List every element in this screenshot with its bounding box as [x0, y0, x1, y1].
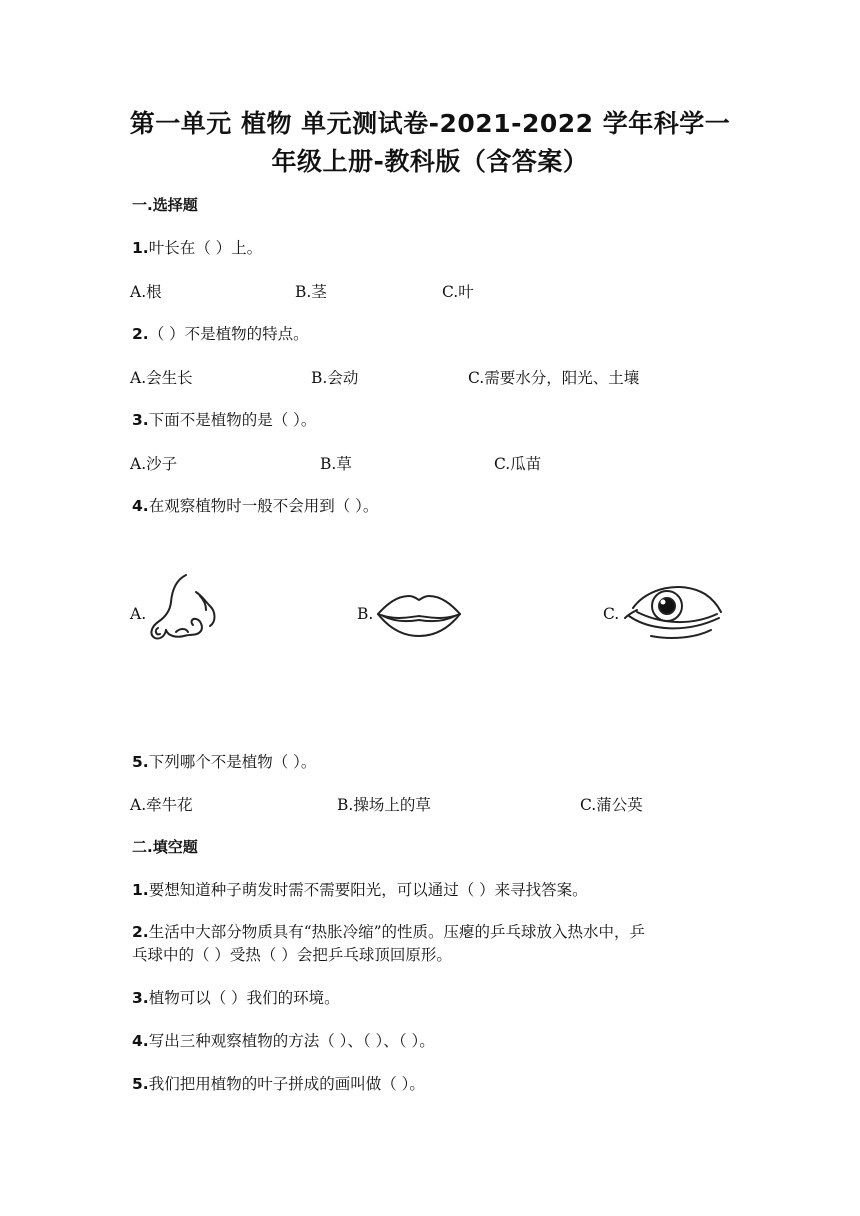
- option-b: B.会动: [311, 369, 359, 387]
- question-number: 2.: [132, 325, 149, 343]
- question-number: 3.: [132, 989, 149, 1007]
- fill-question-3: [132, 986, 340, 1008]
- page-title-line-2: 年级上册-教科版（含答案）: [271, 147, 589, 176]
- question-text: 下面不是植物的是（ ）。: [148, 411, 317, 429]
- question-5: [132, 750, 316, 772]
- option-a: A.牵牛花: [130, 796, 193, 814]
- option-c: C.叶: [442, 283, 474, 301]
- page-title-line-1: 第一单元 植物 单元测试卷-2021-2022 学年科学一: [129, 109, 731, 138]
- fill-question-2: [132, 920, 645, 942]
- option-a: A.会生长: [130, 369, 193, 387]
- fill-question-5: [132, 1072, 425, 1094]
- fill-question-2-continued: 乓球中的（ ）受热（ ）会把乒乓球顶回原形。: [132, 946, 452, 964]
- mouth-icon: [375, 588, 463, 640]
- question-4: [132, 494, 378, 516]
- question-text: （ ）不是植物的特点。: [148, 325, 309, 343]
- question-text: 叶长在（ ）上。: [148, 239, 263, 257]
- option-c: C.: [603, 605, 620, 623]
- option-b: B.草: [320, 455, 352, 473]
- option-b: B.: [357, 605, 374, 623]
- question-text: 生活中大部分物质具有“热胀冷缩”的性质。压瘪的乒乓球放入热水中，乒: [148, 923, 646, 941]
- option-c: C.蒲公英: [580, 796, 643, 814]
- question-1: [132, 236, 262, 258]
- question-2: [132, 322, 309, 344]
- eye-icon: [621, 578, 725, 640]
- question-number: 4.: [132, 497, 149, 515]
- nose-icon: [146, 572, 220, 642]
- question-text: 要想知道种子萌发时需不需要阳光，可以通过（ ）来寻找答案。: [148, 881, 588, 899]
- question-number: 1.: [132, 239, 149, 257]
- question-3: [132, 408, 316, 430]
- question-text: 我们把用植物的叶子拼成的画叫做（ ）。: [148, 1075, 425, 1093]
- question-text: 写出三种观察植物的方法（ ）、（ ）、（ ）。: [148, 1032, 435, 1050]
- question-number: 5.: [132, 1075, 149, 1093]
- fill-question-4: [132, 1029, 435, 1051]
- option-b: B.茎: [295, 283, 327, 301]
- question-text: 植物可以（ ）我们的环境。: [148, 989, 340, 1007]
- question-number: 5.: [132, 753, 149, 771]
- fill-question-1: [132, 878, 588, 900]
- question-number: 4.: [132, 1032, 149, 1050]
- question-text: 在观察植物时一般不会用到（ ）。: [148, 497, 379, 515]
- question-number: 1.: [132, 881, 149, 899]
- option-b: B.操场上的草: [337, 796, 431, 814]
- question-number: 3.: [132, 411, 149, 429]
- option-c: C.瓜苗: [494, 455, 542, 473]
- option-a: A.: [130, 605, 147, 623]
- section-heading-fill-blank: 二.填空题: [132, 838, 198, 856]
- section-heading-choice: 一.选择题: [132, 196, 198, 214]
- question-number: 2.: [132, 923, 149, 941]
- option-a: A.沙子: [130, 455, 178, 473]
- option-c: C.需要水分，阳光、土壤: [468, 369, 640, 387]
- question-text: 下列哪个不是植物（ ）。: [148, 753, 317, 771]
- option-a: A.根: [130, 283, 162, 301]
